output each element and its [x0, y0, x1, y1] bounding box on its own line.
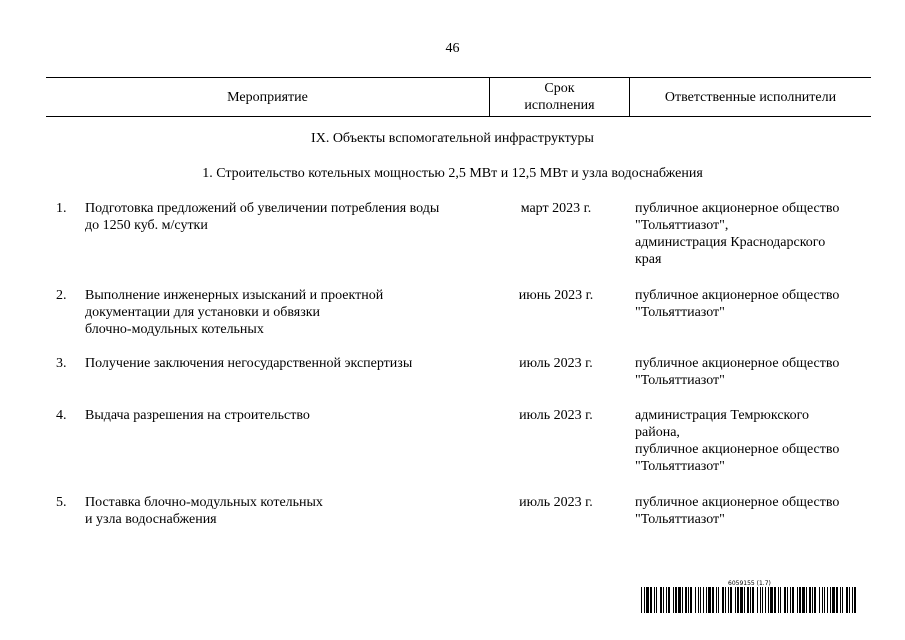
header-activity-label: Мероприятие — [227, 89, 308, 105]
task-line: Выполнение инженерных изысканий и проектной — [85, 288, 384, 303]
responsible-line: "Тольяттиазот", — [635, 218, 729, 233]
row-responsible — [635, 494, 875, 528]
header-responsible — [630, 78, 871, 116]
header-deadline — [490, 78, 629, 116]
responsible-line: публичное акционерное общество — [635, 356, 840, 371]
row-task — [85, 287, 485, 338]
row-task — [85, 355, 485, 372]
page-number: 46 — [445, 41, 460, 56]
responsible-line: администрация Темрюкского — [635, 408, 810, 423]
row-responsible — [635, 407, 875, 475]
task-line: Получение заключения негосударственной экспертизы — [85, 356, 413, 371]
task-line: Поставка блочно-модульных котельных — [85, 495, 323, 510]
task-line: Подготовка предложений об увеличении потребления воды — [85, 201, 440, 216]
responsible-line: "Тольяттиазот" — [635, 512, 725, 527]
task-line: документации для установки и обвязки — [85, 305, 321, 320]
row-deadline: июнь 2023 г. — [518, 288, 594, 303]
row-deadline: июль 2023 г. — [519, 356, 593, 371]
row-task — [85, 407, 485, 424]
row-number: 3. — [56, 356, 67, 371]
barcode-image — [641, 587, 858, 613]
task-line: блочно-модульных котельных — [85, 322, 264, 337]
row-number: 1. — [56, 201, 67, 216]
responsible-line: публичное акционерное общество — [635, 442, 840, 457]
responsible-line: "Тольяттиазот" — [635, 459, 725, 474]
row-deadline: март 2023 г. — [520, 201, 592, 216]
header-deadline-label-2: исполнения — [524, 98, 595, 113]
responsible-line: публичное акционерное общество — [635, 495, 840, 510]
header-activity — [46, 78, 489, 116]
table-header-bottom-border — [46, 116, 871, 117]
responsible-line: публичное акционерное общество — [635, 201, 840, 216]
row-task — [85, 494, 485, 528]
row-responsible — [635, 287, 875, 321]
row-responsible — [635, 355, 875, 389]
header-deadline-label-1: Срок — [544, 81, 575, 96]
row-responsible — [635, 200, 875, 268]
responsible-line: "Тольяттиазот" — [635, 373, 725, 388]
responsible-line: "Тольяттиазот" — [635, 305, 725, 320]
row-number: 4. — [56, 408, 67, 423]
task-line: Выдача разрешения на строительство — [85, 408, 310, 423]
header-responsible-label: Ответственные исполнители — [664, 89, 837, 105]
subsection-title: 1. Строительство котельных мощностью 2,5 МВт и 12,5 МВт и узла водоснабжения — [202, 166, 703, 181]
row-deadline: июль 2023 г. — [519, 408, 593, 423]
row-deadline: июль 2023 г. — [519, 495, 593, 510]
barcode-caption: 6059155 (1.7) — [728, 580, 771, 587]
responsible-line: администрация Краснодарского — [635, 235, 826, 250]
responsible-line: публичное акционерное общество — [635, 288, 840, 303]
section-title: IX. Объекты вспомогательной инфраструктуры — [311, 131, 594, 146]
row-number: 5. — [56, 495, 67, 510]
row-task — [85, 200, 485, 234]
task-line: до 1250 куб. м/сутки — [85, 218, 208, 233]
responsible-line: района, — [635, 425, 680, 440]
responsible-line: края — [635, 252, 662, 267]
task-line: и узла водоснабжения — [85, 512, 217, 527]
row-number: 2. — [56, 288, 67, 303]
